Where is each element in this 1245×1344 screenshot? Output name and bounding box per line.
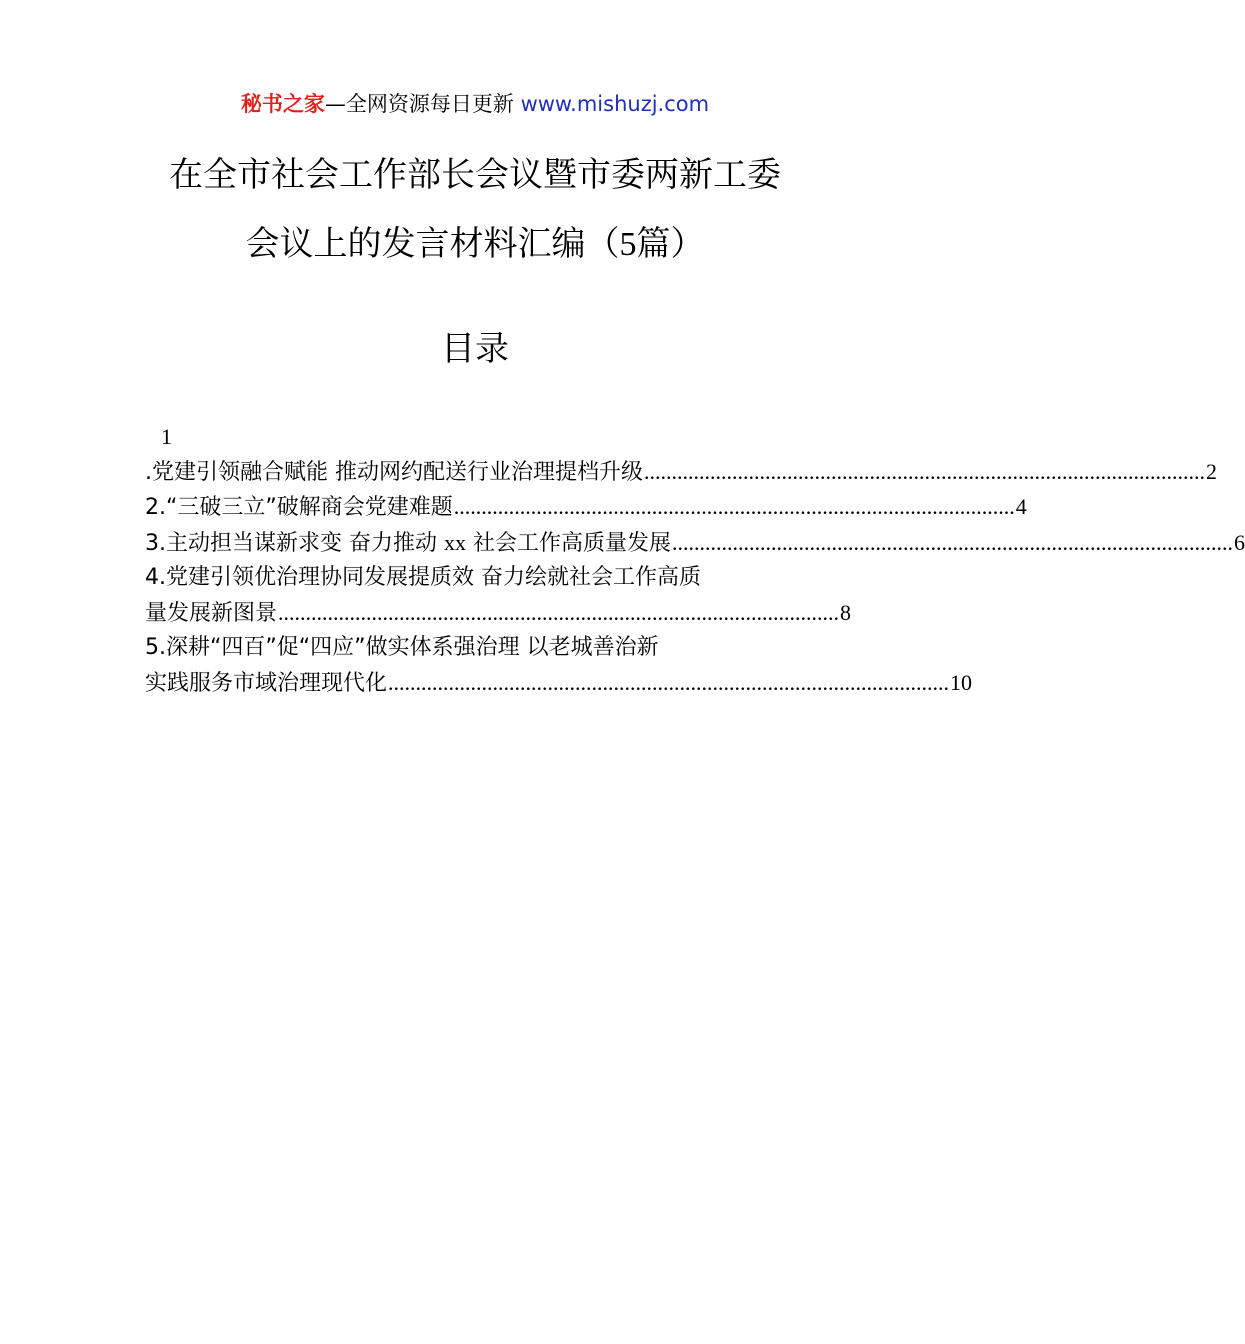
table-of-contents	[145, 420, 1245, 701]
toc-leader-dots: ......................................................................................................	[453, 494, 1015, 519]
toc-entry-5-page: 10	[950, 669, 973, 695]
toc-entry-2-page: 4	[1015, 494, 1027, 519]
toc-entry-1[interactable]	[145, 455, 1217, 491]
document-title-line2: 会议上的发言材料汇编（5篇）	[245, 224, 705, 264]
toc-entry-3-page: 6	[1233, 529, 1245, 555]
toc-entry-4-text: 量发展新图景	[145, 600, 278, 626]
header-tagline: —全网资源每日更新	[324, 92, 521, 116]
toc-entry-4-page: 8	[840, 599, 852, 625]
toc-leader-dots: ......................................................................................................	[278, 599, 840, 625]
toc-entry-5[interactable]	[145, 666, 973, 702]
site-header	[0, 88, 950, 120]
toc-entry-2[interactable]	[145, 490, 1027, 526]
toc-entry-3-text: 3.主动担当谋新求变 奋力推动 xx 社会工作高质量发展	[145, 529, 671, 556]
brand-name: 秘书之家	[240, 92, 325, 116]
toc-leader-dots: ......................................................................................................	[644, 458, 1205, 484]
toc-entry-1-number: 1	[161, 424, 172, 449]
toc-entry-5-line1[interactable]: 5.深耕“四百”促“四应”做实体系强治理 以老城善治新	[145, 635, 659, 660]
toc-entry-1-page: 2	[1206, 458, 1217, 484]
document-title-line1: 在全市社会工作部长会议暨市委两新工委	[169, 155, 781, 195]
site-url-link[interactable]: www.mishuzj.com	[520, 92, 710, 116]
toc-leader-dots: ......................................................................................................	[671, 529, 1233, 555]
toc-entry-4-line1[interactable]: 4.党建引领优治理协同发展提质效 奋力绘就社会工作高质	[145, 565, 701, 590]
toc-entry-4[interactable]	[145, 596, 852, 632]
toc-heading: 目录	[441, 329, 509, 369]
toc-entry-1-text: .党建引领融合赋能 推动网约配送行业治理提档升级	[145, 459, 643, 485]
toc-entry-3[interactable]	[145, 526, 1245, 562]
toc-leader-dots: ......................................................................................................	[388, 669, 950, 695]
toc-entry-5-text: 实践服务市域治理现代化	[145, 670, 388, 696]
toc-entry-2-text: 2.“三破三立”破解商会党建难题	[145, 495, 453, 520]
